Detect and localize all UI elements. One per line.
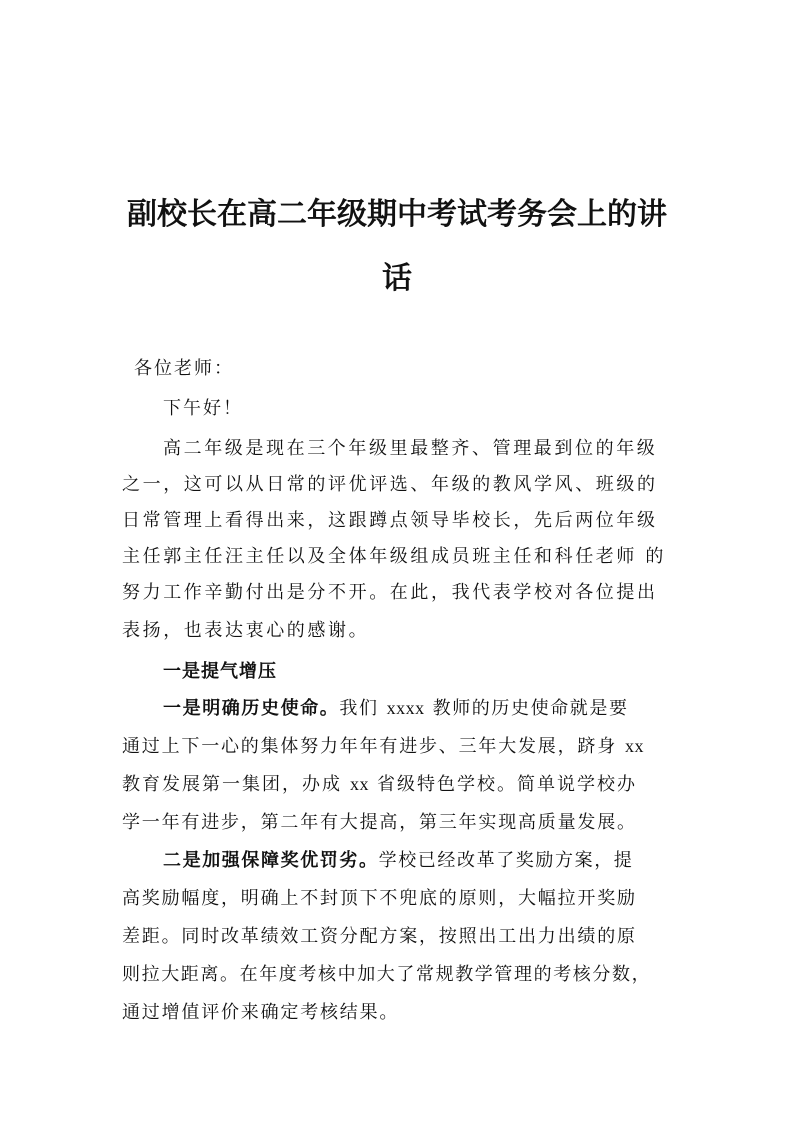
salutation: 各位老师： — [134, 358, 234, 379]
section-heading: 一是提气增压 — [163, 661, 277, 682]
intro-line-4: 主任郭主任汪主任以及全体年级组成员班主任和科任老师 的 — [122, 546, 666, 567]
intro-line-6: 表扬，也表达衷心的感谢。 — [122, 620, 370, 641]
point2-lead: 二是加强保障奖优罚劣。 — [163, 850, 379, 871]
intro-line-5: 努力工作辛勤付出是分不开。在此，我代表学校对各位提出 — [122, 582, 658, 603]
point2-line-5: 通过增值评价来确定考核结果。 — [122, 1002, 400, 1023]
point2-line-2: 高奖励幅度，明确上不封顶下不兜底的原则，大幅拉开奖励 — [122, 888, 637, 909]
point2-line-3: 差距。同时改革绩效工资分配方案，按照出工出力出绩的原 — [122, 926, 637, 947]
point1-line-3 — [122, 770, 682, 796]
point1-line1-b: xxxx — [386, 698, 425, 718]
point1-line-2 — [122, 732, 682, 758]
point2-line-4: 则拉大距离。在年度考核中加大了常规教学管理的考核分数， — [122, 964, 652, 985]
point1-line2-b: xx — [625, 736, 644, 756]
document-title-line2: 话 — [382, 261, 412, 296]
point1-line3-a: 教育发展第一集团，办成 — [122, 774, 342, 795]
intro-line-3: 日常管理上看得出来，这跟蹲点领导毕校长，先后两位年级 — [122, 510, 658, 531]
document-title-line1: 副校长在高二年级期中考试考务会上的讲 — [127, 197, 667, 232]
intro-line-1: 高二年级是现在三个年级里最整齐、管理最到位的年级 — [163, 438, 658, 459]
point1-line-1 — [163, 694, 682, 720]
point1-line3-b: xx — [350, 774, 369, 794]
point1-lead: 一是明确历史使命。 — [163, 698, 340, 719]
point1-line2-a: 通过上下一心的集体努力年年有进步、三年大发展，跻身 — [122, 736, 617, 757]
point1-line1-a: 我们 — [339, 698, 379, 719]
point1-line3-c: 省级特色学校。简单说学校办 — [377, 774, 637, 795]
point2-line-1 — [163, 846, 682, 872]
point2-line1-rest: 学校已经改革了奖励方案，提 — [378, 850, 634, 871]
point1-line-4: 学一年有进步，第二年有大提高，第三年实现高质量发展。 — [122, 812, 637, 833]
point1-line1-c: 教师的历史使命就是要 — [432, 698, 629, 719]
intro-line-2: 之一，这可以从日常的评优评选、年级的教风学风、班级的 — [122, 474, 658, 495]
greeting: 下午好！ — [163, 398, 243, 419]
